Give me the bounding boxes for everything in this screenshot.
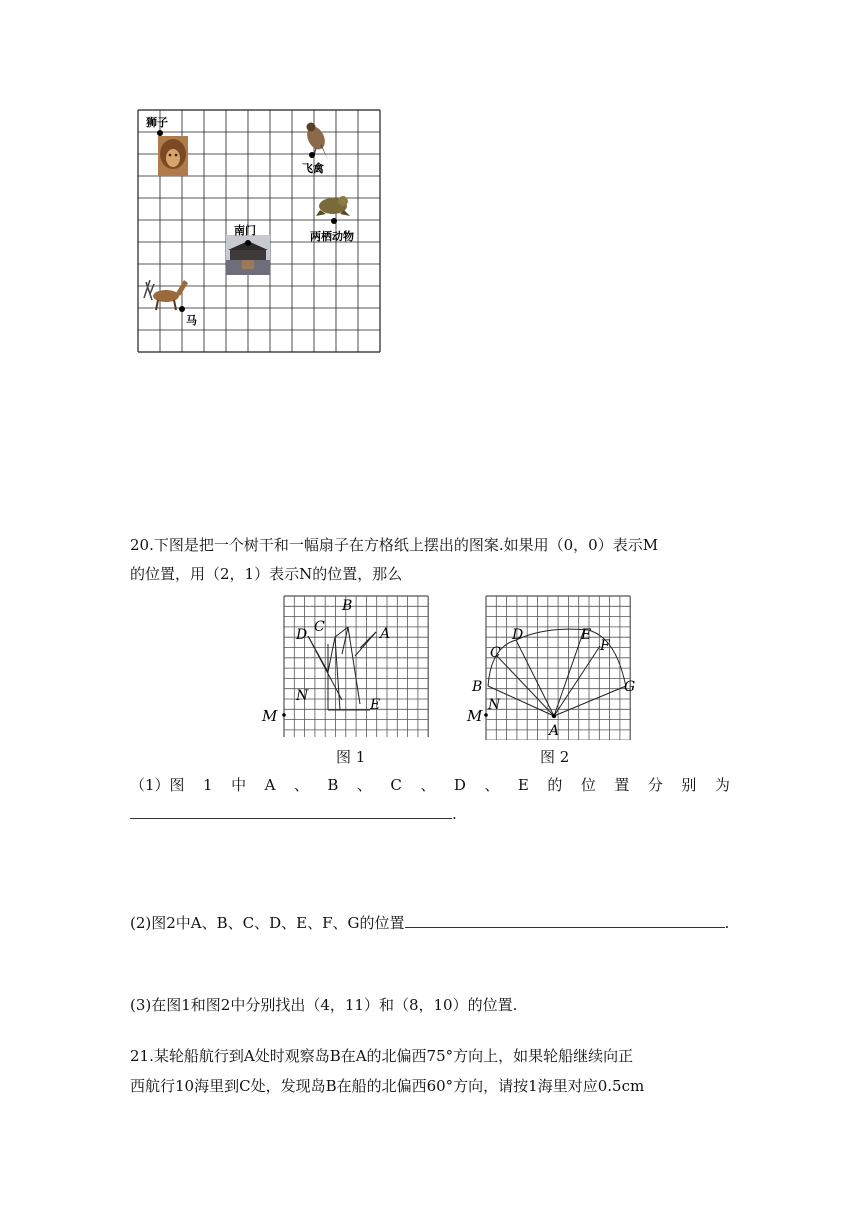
lion-picture: [158, 136, 188, 176]
q20-line2: 的位置，用（2，1）表示N的位置，那么: [130, 565, 403, 583]
fig2-label-d: D: [512, 627, 524, 643]
q21-line1: 21.某轮船航行到A处时观察岛B在A的北偏西75°方向上，如果轮船继续向正: [130, 1047, 634, 1065]
fig2-point-a: [552, 714, 556, 718]
fig2-label-c: C: [490, 645, 501, 661]
part1-token: 、: [484, 776, 500, 794]
part1-token: B: [327, 776, 339, 794]
part1-token: 分: [647, 776, 663, 794]
zoo-map: [130, 100, 390, 360]
figure-2-caption: 图 2: [540, 748, 570, 766]
south-gate-point: [245, 240, 251, 246]
fig2-label-e: E: [581, 627, 592, 643]
part1-token: 置: [614, 776, 630, 794]
figure-2-grid: [486, 596, 630, 740]
fig1-point-m: [282, 713, 286, 717]
lion-label: 狮子: [146, 116, 168, 129]
part1-token: 为: [714, 776, 730, 794]
fig1-label-n: N: [296, 688, 309, 704]
part1-token: （1）图: [130, 776, 185, 794]
fig1-label-c: C: [314, 619, 325, 635]
q20-part1-answer-line: [130, 803, 457, 825]
part1-token: 位: [580, 776, 596, 794]
fig2-label-n: N: [488, 697, 501, 713]
part1-token: 、: [420, 776, 436, 794]
horse-label: 马: [186, 314, 197, 327]
lion-point: [157, 130, 163, 136]
part1-token: 、: [293, 776, 309, 794]
fig2-label-m: M: [467, 707, 483, 725]
q20-part2: [130, 912, 729, 934]
fig2-label-a: A: [549, 723, 560, 739]
amphibian-label: 两栖动物: [310, 230, 354, 243]
part1-token: D: [453, 776, 466, 794]
q20-part1-prompt: [130, 774, 730, 796]
fig1-label-b: B: [342, 598, 353, 614]
part2-answer-blank[interactable]: [405, 913, 725, 928]
fig1-label-e: E: [370, 697, 381, 713]
part1-token: 中: [231, 776, 247, 794]
q20-line1: 20.下图是把一个树干和一幅扇子在方格纸上摆出的图案.如果用（0，0）表示M: [130, 536, 659, 554]
part2-text: (2)图2中A、B、C、D、E、F、G的位置: [130, 914, 405, 932]
bird-label: 飞禽: [302, 162, 324, 175]
part1-token: E: [517, 776, 529, 794]
q20-part3: (3)在图1和图2中分别找出（4，11）和（8，10）的位置.: [130, 996, 518, 1014]
figure-2: [466, 592, 656, 740]
amphibian-point: [331, 218, 337, 224]
fig2-point-m: [484, 713, 488, 717]
part1-end: .: [452, 805, 457, 823]
part1-answer-blank[interactable]: [130, 804, 452, 819]
part1-token: 1: [203, 776, 213, 794]
fig1-label-m: M: [262, 707, 278, 725]
fig2-label-f: F: [600, 638, 610, 654]
fig2-label-g: G: [624, 679, 636, 695]
figure-1-caption: 图 1: [336, 748, 366, 766]
south-gate-label: 南门: [234, 224, 256, 237]
figure-1: [250, 592, 440, 737]
frog-picture: [316, 196, 350, 216]
part1-token: 的: [547, 776, 563, 794]
part1-token: 别: [681, 776, 697, 794]
fig1-label-d: D: [296, 627, 308, 643]
q21-line2: 西航行10海里到C处，发现岛B在船的北偏西60°方向，请按1海里对应0.5cm: [130, 1077, 645, 1095]
horse-point: [179, 306, 185, 312]
fig2-label-b: B: [472, 679, 483, 695]
fig1-label-a: A: [380, 626, 391, 642]
part1-token: A: [264, 776, 276, 794]
part2-end: .: [724, 914, 730, 932]
figure-1-grid: [284, 596, 428, 737]
part1-token: 、: [356, 776, 372, 794]
horse-picture: [144, 280, 188, 310]
bird-point: [309, 152, 315, 158]
part1-token: C: [390, 776, 402, 794]
